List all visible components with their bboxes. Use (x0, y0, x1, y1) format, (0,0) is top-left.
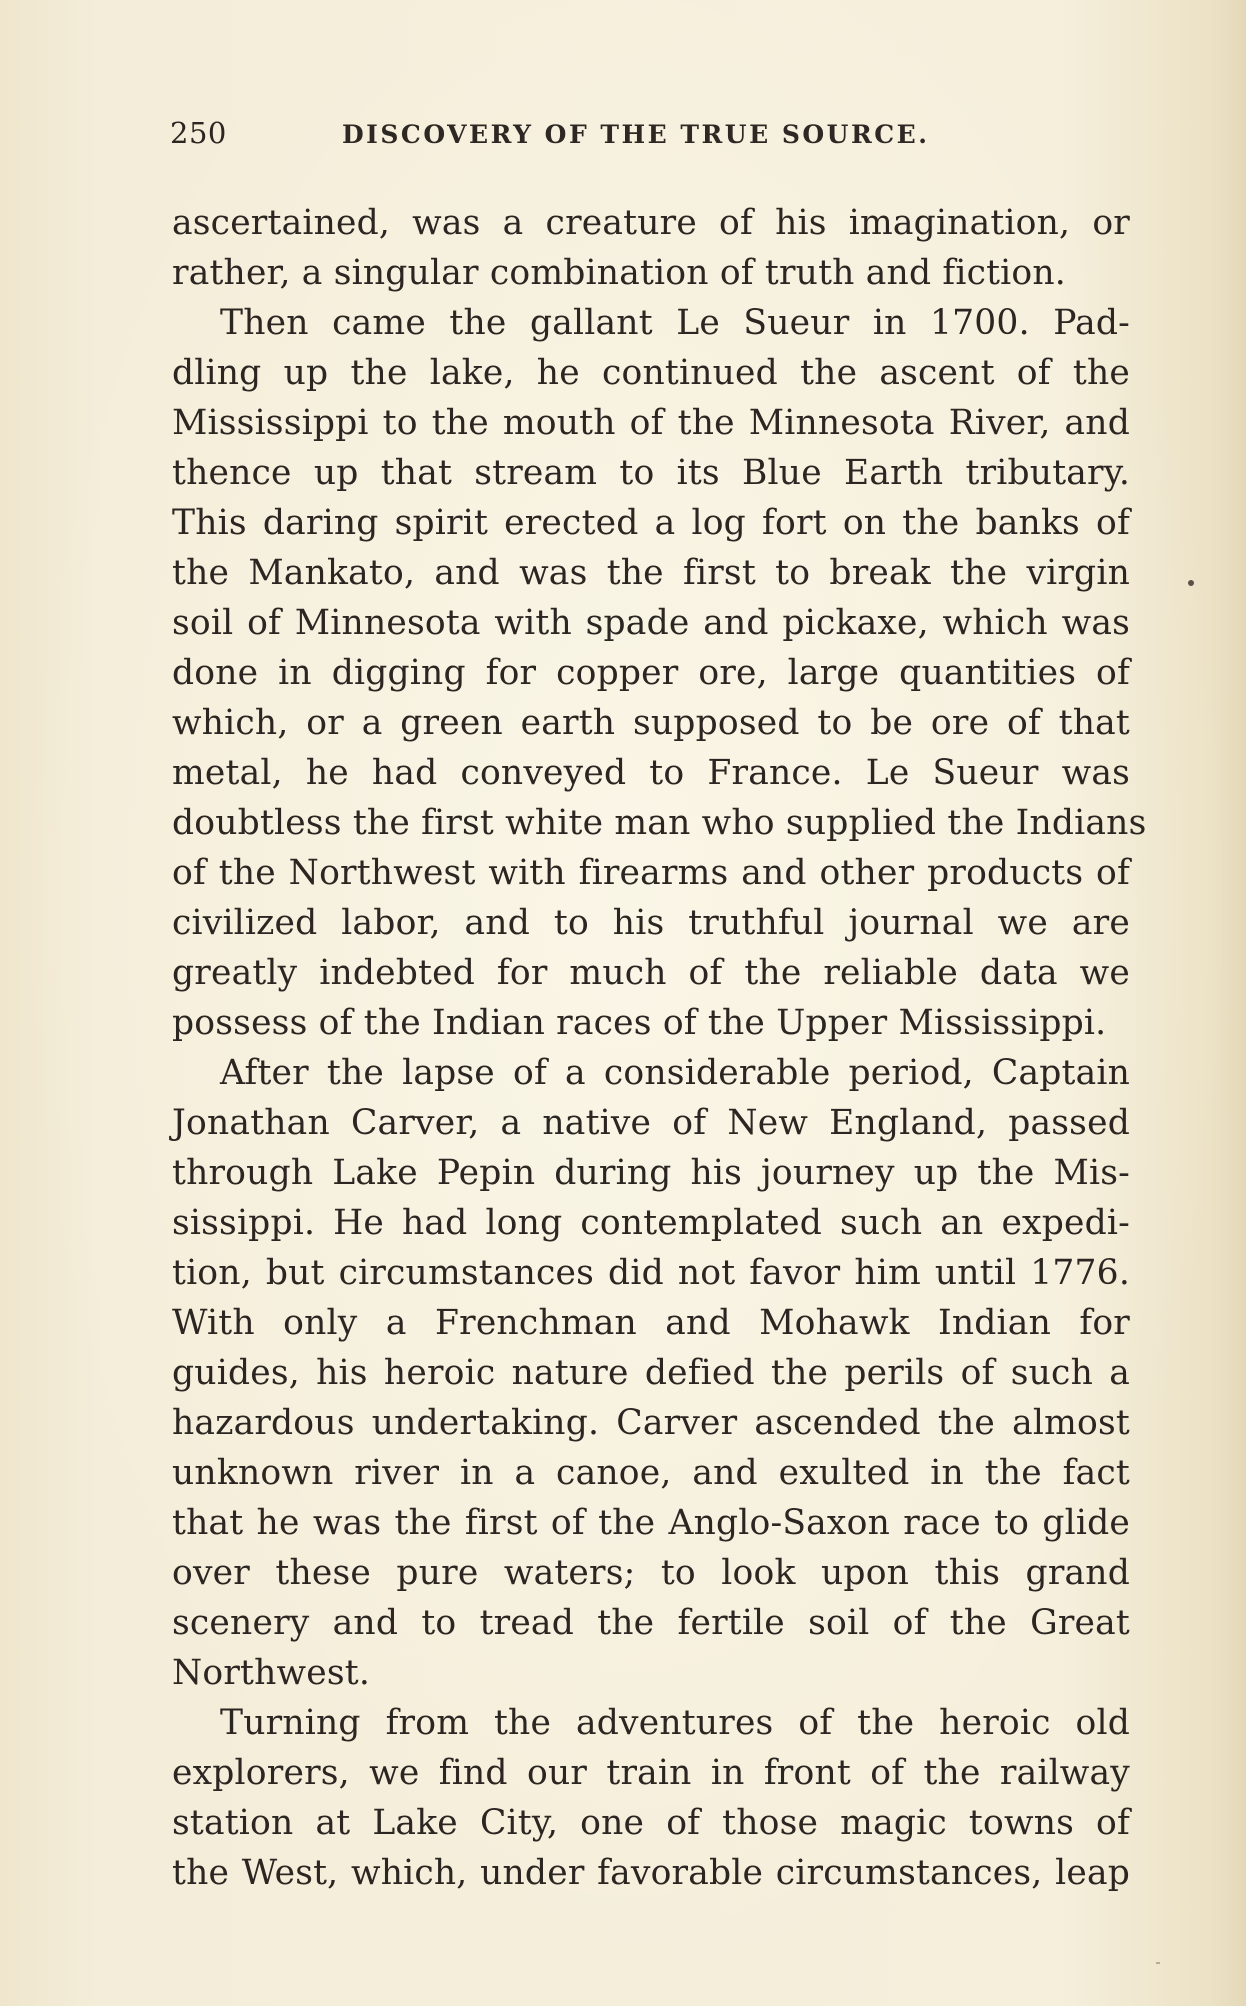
text-line: the Mankato, and was the first to break the virgin (172, 553, 1130, 593)
text-line: thence up that stream to its Blue Earth tributary. (172, 453, 1130, 493)
text-line: dling up the lake, he continued the ascent of the (172, 353, 1130, 393)
text-line: Northwest. (172, 1653, 371, 1693)
text-line: hazardous undertaking. Carver ascended the almost (172, 1403, 1130, 1443)
text-line: station at Lake City, one of those magic towns of (172, 1803, 1130, 1843)
text-line: unknown river in a canoe, and exulted in the fact (172, 1453, 1130, 1493)
text-line: civilized labor, and to his truthful journal we are (172, 903, 1130, 943)
text-line: through Lake Pepin during his journey up the Mis- (172, 1153, 1130, 1193)
text-line: Then came the gallant Le Sueur in 1700. Pad- (220, 303, 1130, 343)
text-line: over these pure waters; to look upon this grand (172, 1553, 1130, 1593)
text-line: Jonathan Carver, a native of New England, passed (172, 1103, 1130, 1143)
text-line: scenery and to tread the fertile soil of the Great (172, 1603, 1130, 1643)
text-line: ascertained, was a creature of his imagination, or (172, 203, 1130, 243)
text-line: which, or a green earth supposed to be ore of that (172, 703, 1130, 743)
text-line: that he was the first of the Anglo-Saxon race to glide (172, 1503, 1130, 1543)
text-line: After the lapse of a considerable period, Captain (220, 1053, 1130, 1093)
text-line: explorers, we find our train in front of the railway (172, 1753, 1130, 1793)
text-line: greatly indebted for much of the reliable data we (172, 953, 1130, 993)
text-line: With only a Frenchman and Mohawk Indian for (172, 1303, 1130, 1343)
text-line: soil of Minnesota with spade and pickaxe, which was (172, 603, 1130, 643)
text-line: Mississippi to the mouth of the Minnesota River, and (172, 403, 1130, 443)
text-line: guides, his heroic nature defied the perils of such a (172, 1353, 1130, 1393)
text-line: metal, he had conveyed to France. Le Sueur was (172, 753, 1130, 793)
text-line: This daring spirit erected a log fort on the banks of (172, 503, 1130, 543)
page-number: 250 (170, 116, 227, 150)
text-line: of the Northwest with firearms and other products of (172, 853, 1130, 893)
ink-speck (1188, 580, 1194, 586)
paper-mark (1156, 1962, 1160, 1964)
text-line: sissippi. He had long contemplated such an expedi- (172, 1203, 1130, 1243)
text-line: rather, a singular combination of truth and fiction. (172, 253, 1066, 293)
running-head: DISCOVERY OF THE TRUE SOURCE. (342, 120, 930, 149)
text-line: doubtless the first white man who supplied the Indians (172, 803, 1147, 843)
page-header (170, 116, 1050, 156)
text-line: Turning from the adventures of the heroic old (220, 1703, 1130, 1743)
text-line: possess of the Indian races of the Upper Mississippi. (172, 1003, 1107, 1043)
text-line: the West, which, under favorable circumstances, leap (172, 1853, 1130, 1893)
text-line: tion, but circumstances did not favor him until 1776. (172, 1253, 1130, 1293)
text-line: done in digging for copper ore, large quantities of (172, 653, 1130, 693)
